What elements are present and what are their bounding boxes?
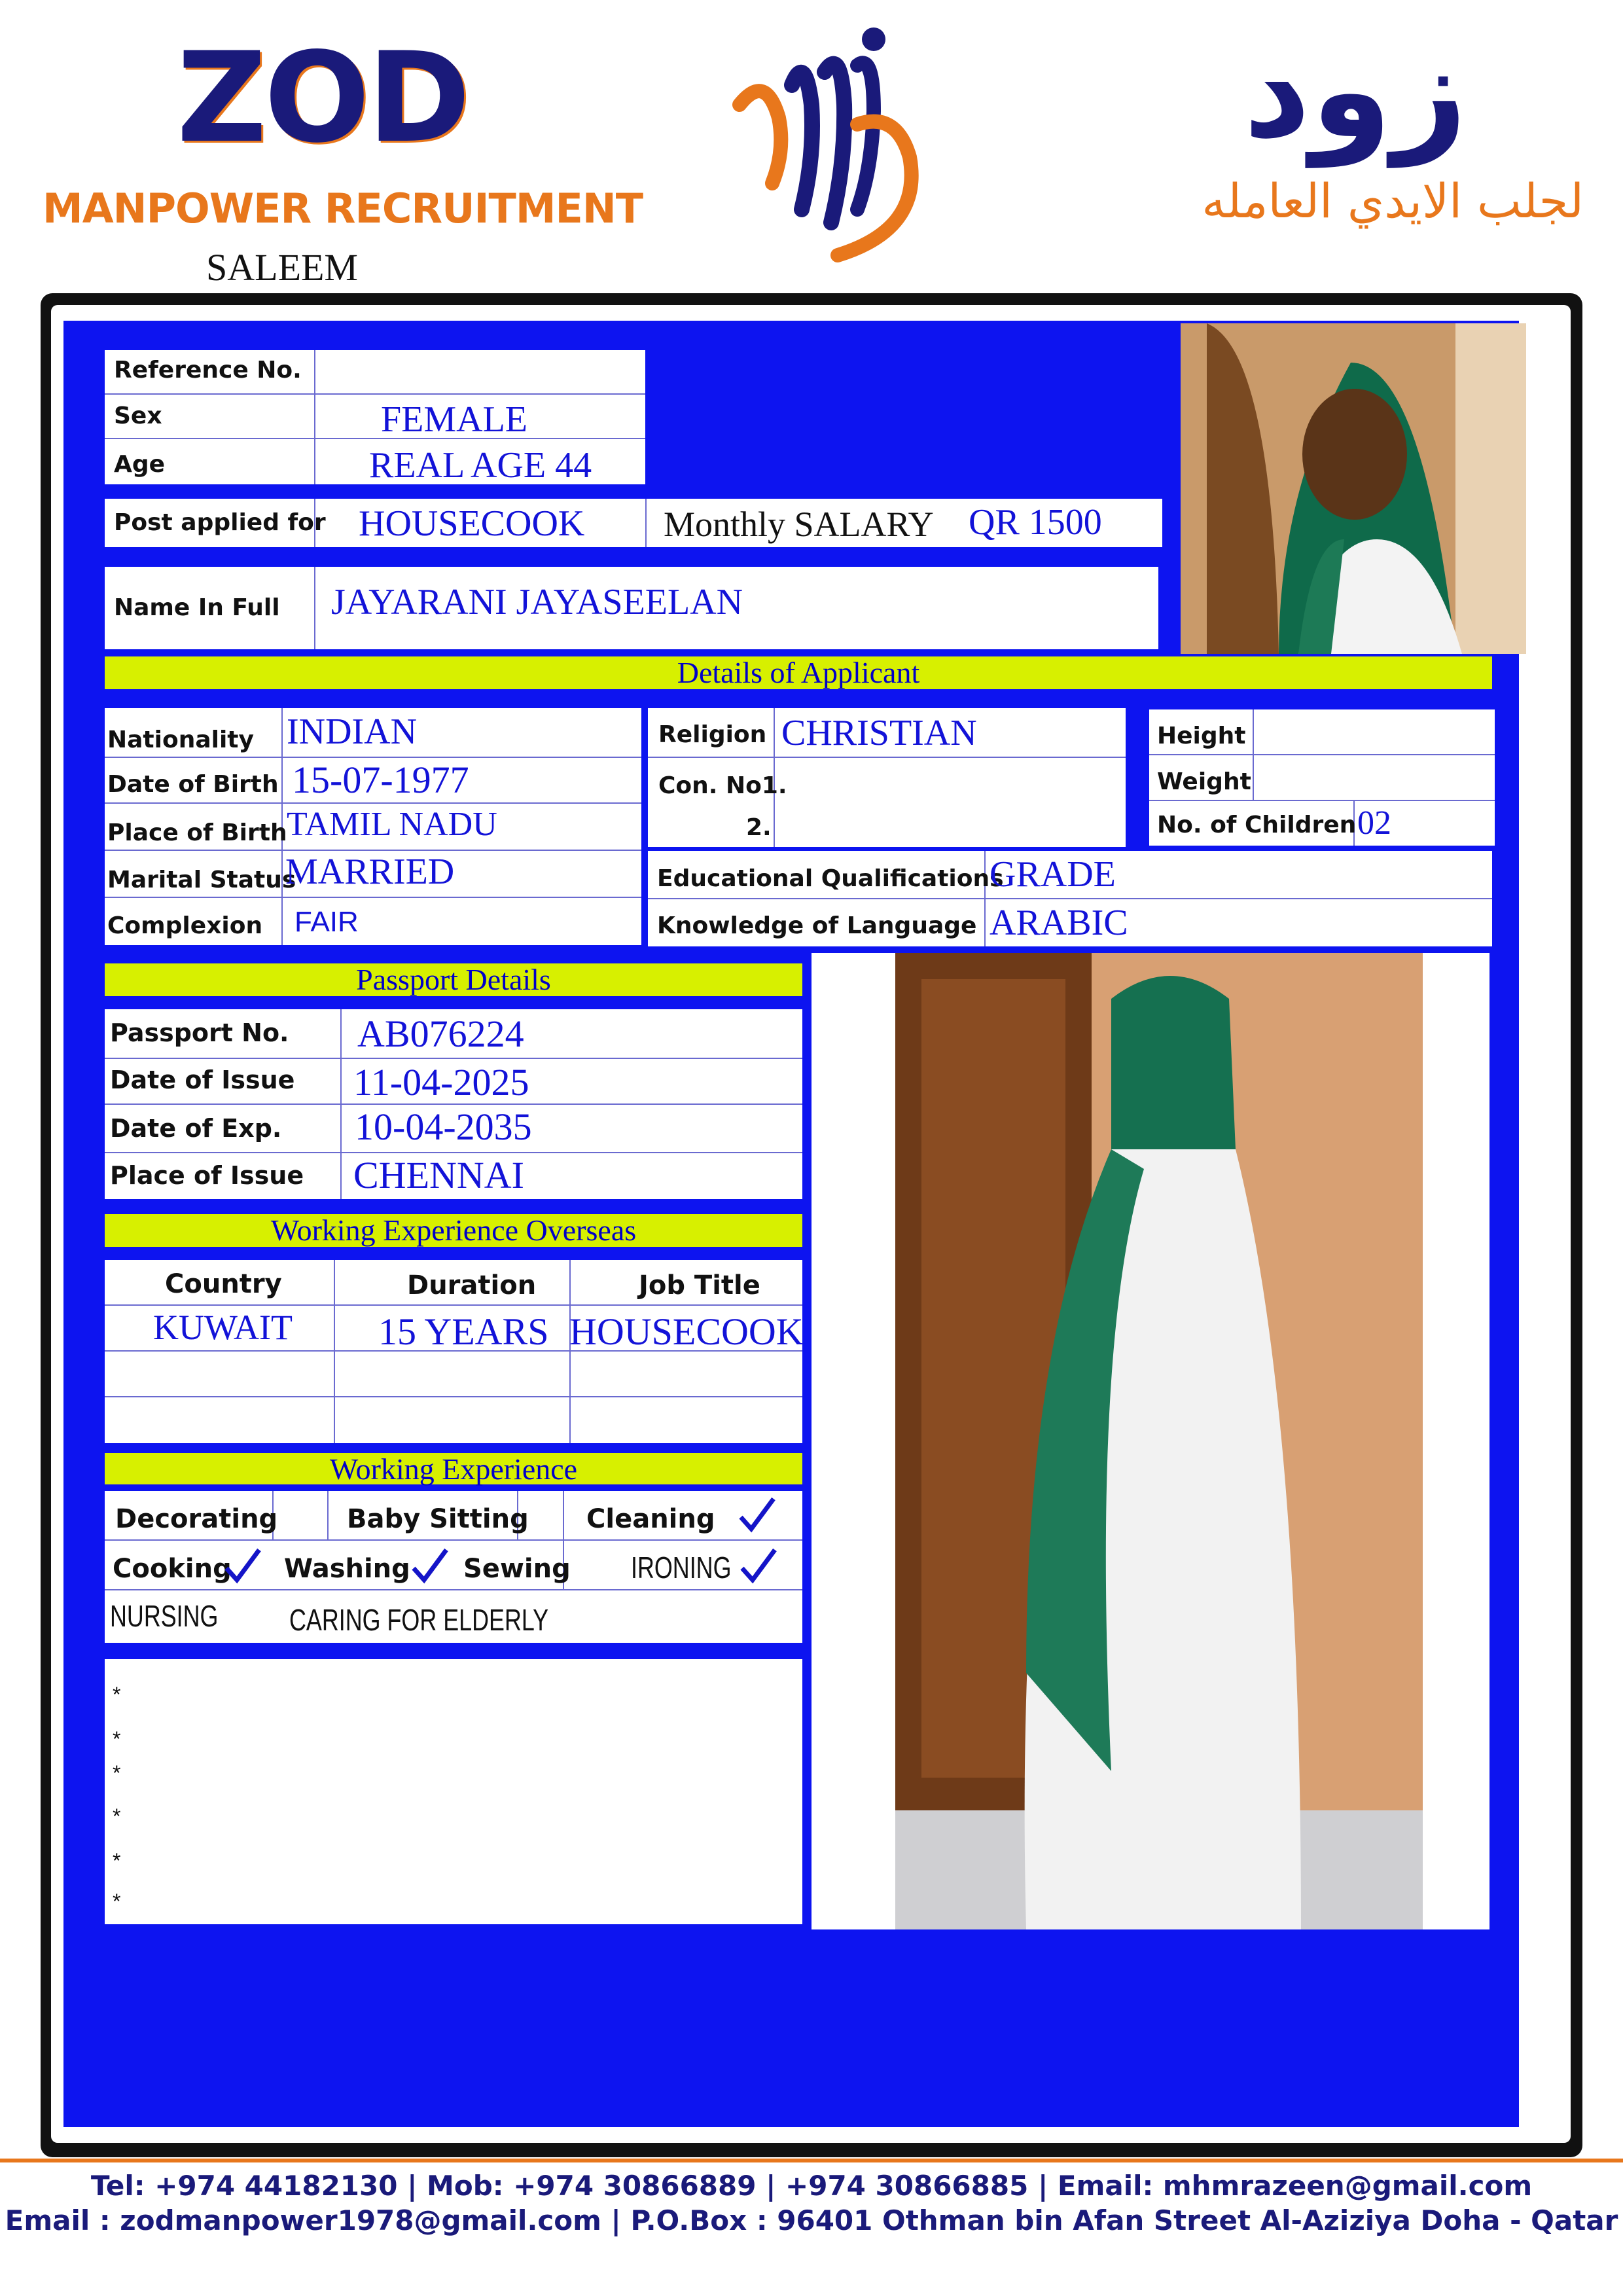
skill-caring-elderly: CARING FOR ELDERLY bbox=[289, 1603, 549, 1637]
passport-table bbox=[105, 1009, 802, 1199]
overseas-duration-value: 15 YEARS bbox=[378, 1310, 549, 1353]
children-value: 02 bbox=[1357, 804, 1391, 842]
education-label: Educational Qualifications bbox=[657, 865, 1004, 892]
notes-bullet-3: * bbox=[113, 1761, 121, 1785]
nationality-label: Nationality bbox=[107, 726, 254, 753]
expiry-date-label: Date of Exp. bbox=[110, 1114, 282, 1143]
notes-bullet-2: * bbox=[113, 1727, 121, 1751]
pob-label: Place of Birth bbox=[107, 819, 287, 846]
skill-baby-sitting: Baby Sitting bbox=[347, 1504, 529, 1534]
pob-value: TAMIL NADU bbox=[287, 806, 497, 843]
skill-sewing: Sewing bbox=[463, 1554, 571, 1584]
col-country: Country bbox=[165, 1269, 282, 1299]
name-label: Name In Full bbox=[114, 594, 280, 621]
arabic-subtitle: لجلب الايدي العامله bbox=[1202, 173, 1584, 228]
cooking-check-icon bbox=[223, 1546, 262, 1585]
education-value: GRADE bbox=[990, 854, 1116, 895]
religion-value: CHRISTIAN bbox=[781, 713, 977, 753]
post-value: HOUSECOOK bbox=[359, 503, 585, 544]
notes-bullet-1: * bbox=[113, 1683, 121, 1706]
religion-label: Religion bbox=[658, 721, 767, 748]
post-label: Post applied for bbox=[114, 509, 326, 536]
passport-heading: Passport Details bbox=[105, 963, 802, 996]
education-table bbox=[648, 851, 1492, 946]
details-heading: Details of Applicant bbox=[105, 656, 1492, 689]
age-label: Age bbox=[114, 451, 166, 478]
notes-bullet-5: * bbox=[113, 1849, 121, 1873]
brand-emblem-icon bbox=[726, 13, 936, 275]
nationality-value: INDIAN bbox=[287, 711, 418, 752]
post-row bbox=[105, 499, 1162, 547]
contact-1-label: Con. No1. bbox=[658, 772, 787, 799]
language-value: ARABIC bbox=[990, 903, 1128, 943]
issue-place-value: CHENNAI bbox=[353, 1154, 524, 1196]
skill-cleaning: Cleaning bbox=[586, 1504, 715, 1534]
name-row bbox=[105, 567, 1158, 649]
religion-table bbox=[648, 708, 1126, 847]
details-left-table bbox=[105, 708, 641, 945]
complexion-label: Complexion bbox=[107, 912, 263, 939]
notes-bullet-6: * bbox=[113, 1890, 121, 1913]
applicant-portrait-photo bbox=[1181, 323, 1526, 654]
issue-date-label: Date of Issue bbox=[110, 1066, 295, 1094]
applicant-full-body-photo bbox=[895, 953, 1423, 1929]
sex-label: Sex bbox=[114, 403, 162, 429]
issue-date-value: 11-04-2025 bbox=[353, 1061, 529, 1103]
skill-ironing: IRONING bbox=[631, 1551, 732, 1585]
overseas-country-value: KUWAIT bbox=[153, 1308, 293, 1347]
cleaning-check-icon bbox=[737, 1495, 776, 1534]
reference-label: Reference No. bbox=[114, 357, 302, 384]
name-value: JAYARANI JAYASEELAN bbox=[331, 582, 743, 622]
footer-contact-line-1: Tel: +974 44182130 | Mob: +974 30866889 | +974 30866885 | Email: mhmrazeen@gmail.com bbox=[90, 2170, 1533, 2202]
washing-check-icon bbox=[410, 1546, 449, 1585]
expiry-date-value: 10-04-2035 bbox=[355, 1105, 532, 1148]
age-value: REAL AGE 44 bbox=[369, 445, 592, 486]
skill-cooking: Cooking bbox=[113, 1554, 232, 1584]
issue-place-label: Place of Issue bbox=[110, 1161, 304, 1190]
brand-logo-text: ZOD bbox=[177, 26, 469, 170]
notes-box bbox=[105, 1659, 802, 1924]
skill-washing: Washing bbox=[284, 1554, 410, 1584]
dob-value: 15-07-1977 bbox=[292, 759, 469, 801]
overseas-heading: Working Experience Overseas bbox=[105, 1214, 802, 1247]
notes-bullet-4: * bbox=[113, 1804, 121, 1828]
experience-table bbox=[105, 1491, 802, 1643]
marital-label: Marital Status bbox=[107, 867, 296, 893]
skill-decorating: Decorating bbox=[115, 1504, 278, 1534]
identity-table bbox=[105, 350, 645, 484]
footer-contact-line-2: Email : zodmanpower1978@gmail.com | P.O.Box : 96401 Othman bin Afan Street Al-Aziziya Doha - Qatar bbox=[5, 2204, 1618, 2236]
overseas-job-value: HOUSECOOK bbox=[569, 1310, 804, 1353]
skill-nursing: NURSING bbox=[110, 1599, 219, 1633]
weight-label: Weight bbox=[1157, 768, 1251, 795]
contact-2-label: 2. bbox=[746, 814, 772, 841]
experience-heading: Working Experience bbox=[105, 1453, 802, 1484]
children-label: No. of Children bbox=[1157, 812, 1357, 838]
sex-value: FEMALE bbox=[381, 399, 527, 440]
overseas-table bbox=[105, 1260, 802, 1443]
passport-no-value: AB076224 bbox=[357, 1013, 524, 1055]
agent-name: SALEEM bbox=[206, 246, 358, 289]
salary-label: Monthly SALARY bbox=[664, 505, 934, 544]
physical-table bbox=[1149, 709, 1495, 846]
complexion-value: FAIR bbox=[294, 906, 359, 938]
marital-value: MARRIED bbox=[285, 852, 455, 892]
arabic-brand-text: زود bbox=[1243, 15, 1468, 168]
language-label: Knowledge of Language bbox=[657, 912, 977, 939]
col-job-title: Job Title bbox=[639, 1270, 760, 1300]
passport-no-label: Passport No. bbox=[110, 1018, 289, 1047]
col-duration: Duration bbox=[407, 1270, 537, 1300]
salary-value: QR 1500 bbox=[969, 502, 1102, 543]
footer-divider bbox=[0, 2159, 1623, 2162]
height-label: Height bbox=[1157, 723, 1246, 749]
dob-label: Date of Birth bbox=[107, 771, 279, 798]
brand-subtitle: MANPOWER RECRUITMENT bbox=[43, 185, 643, 232]
ironing-check-icon bbox=[738, 1546, 777, 1585]
